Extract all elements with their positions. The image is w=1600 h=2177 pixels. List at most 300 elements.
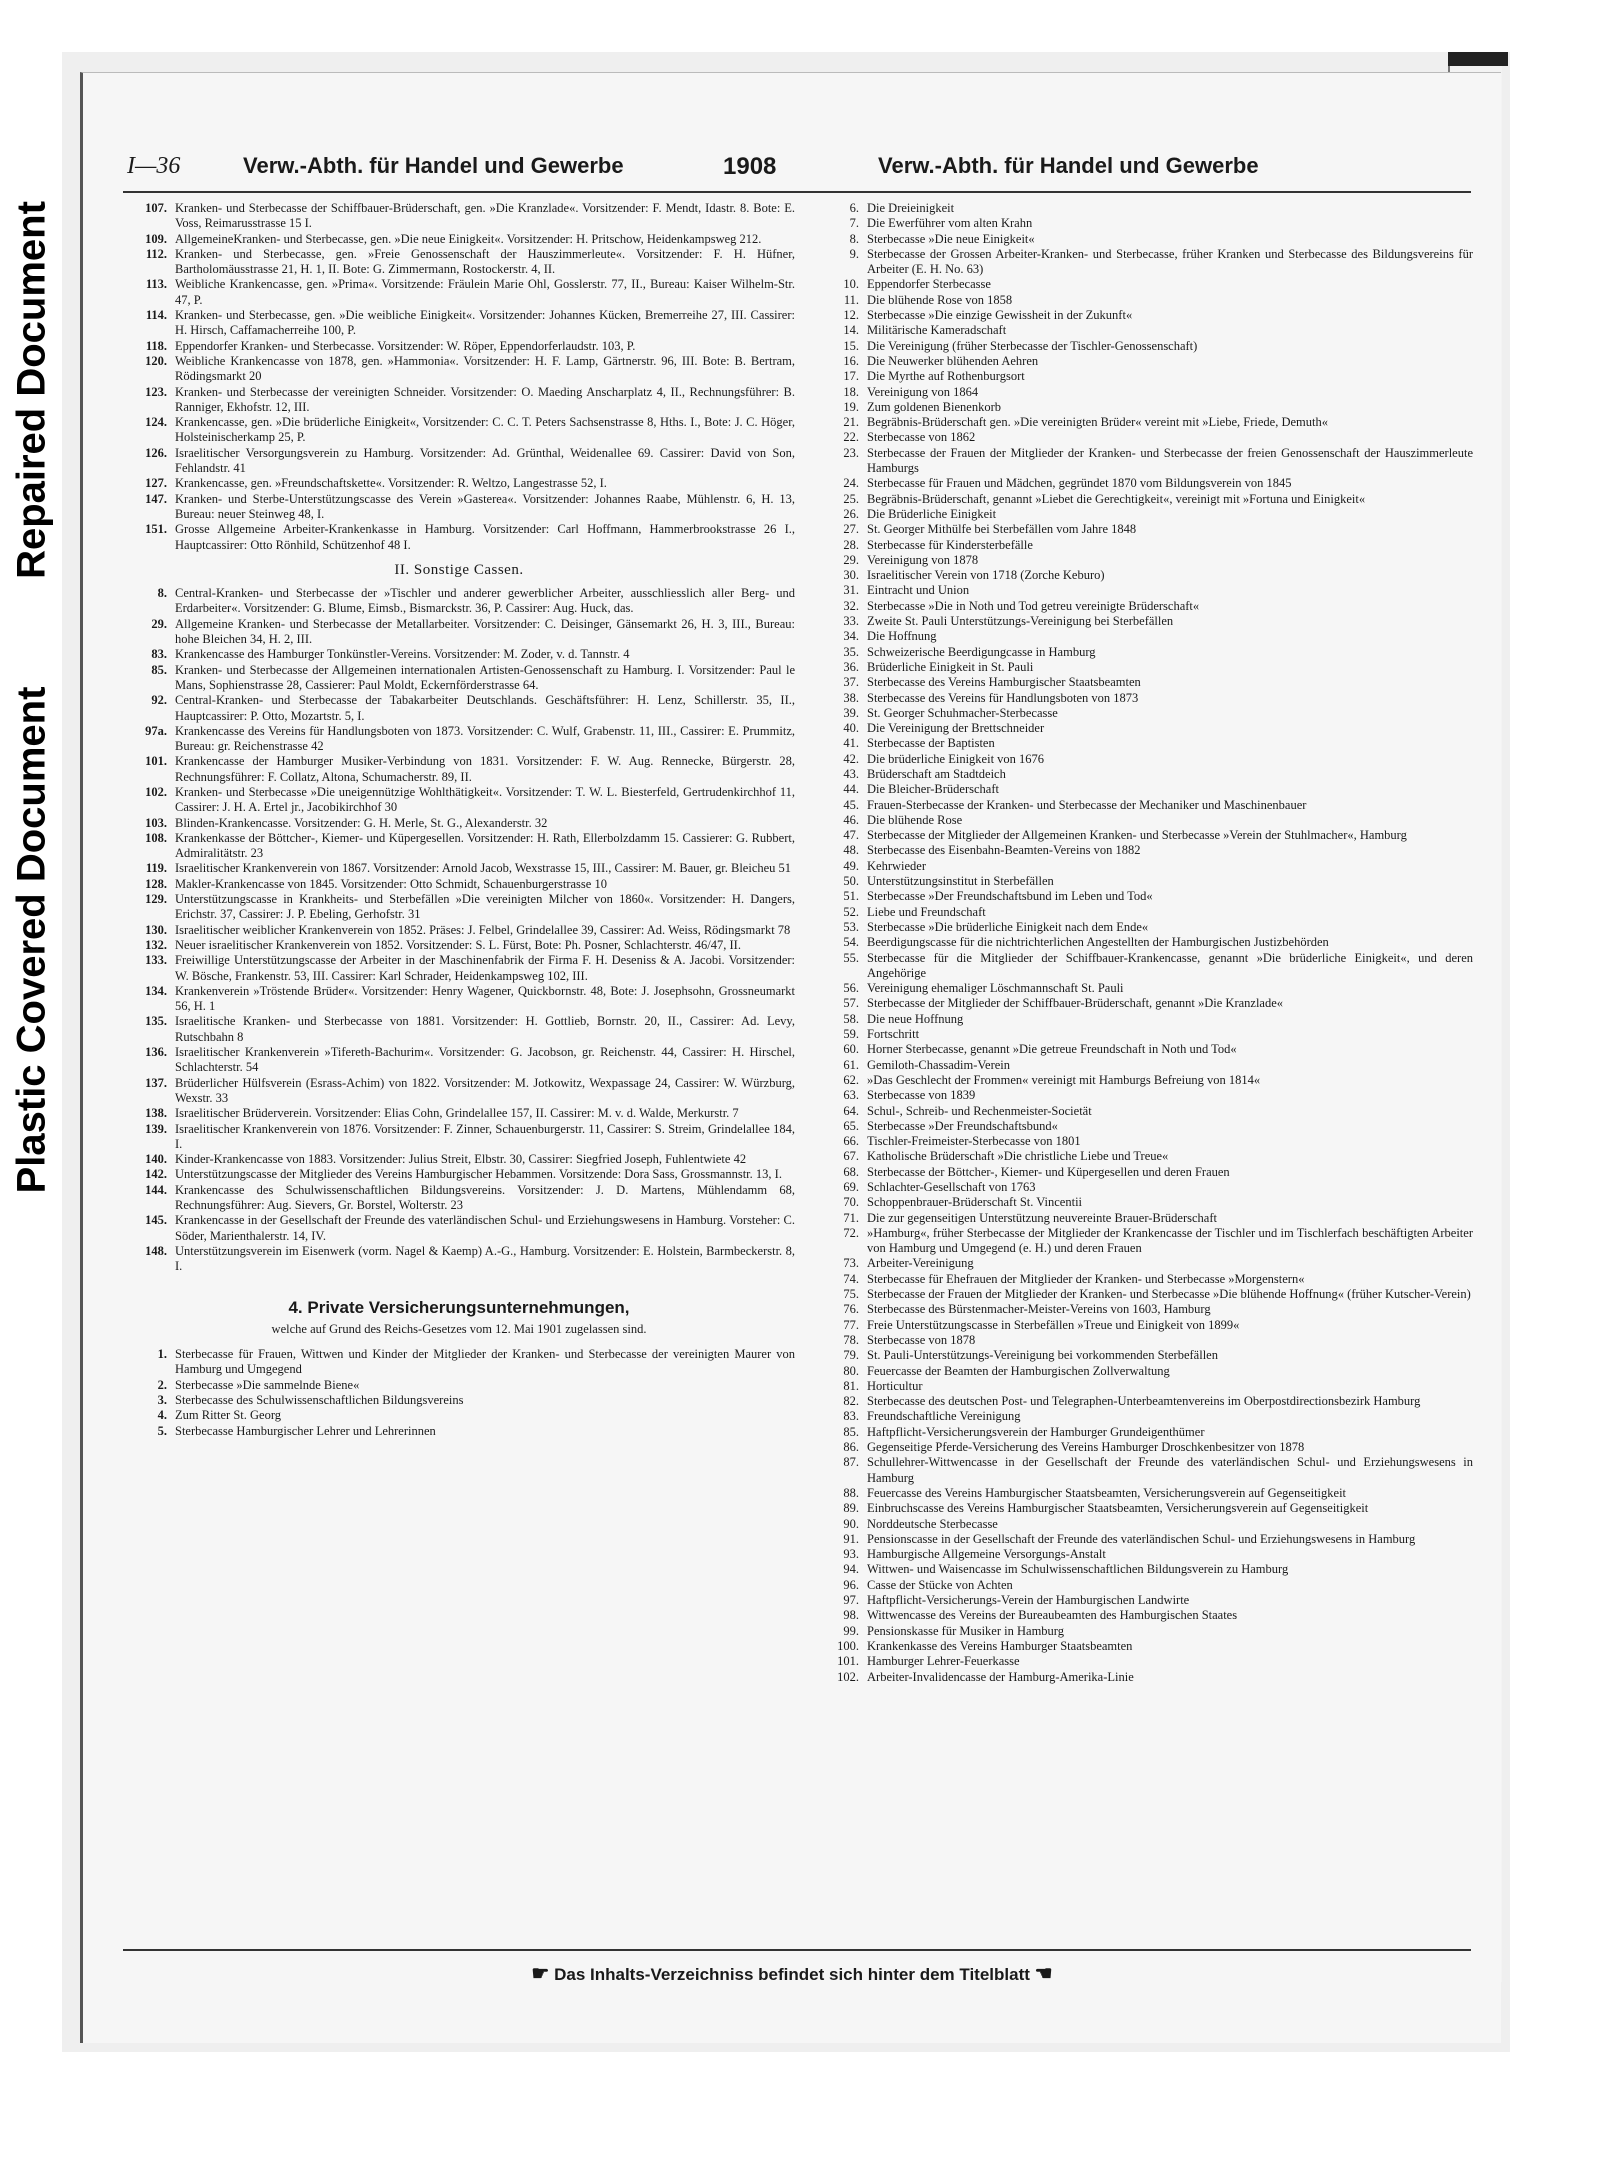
entry-text: St. Georger Schuhmacher-Sterbecasse [867,705,1058,720]
entry-text: Krankencasse, gen. »Freundschaftskette«. Vorsitzender: R. Weltzo, Langestrasse 52, I. [175,476,607,491]
entry-number: 33. [843,614,859,629]
entry-text: Gemiloth-Chassadim-Verein [867,1057,1011,1072]
entry-text: Wittwen- und Waisencasse im Schulwissenschaftlichen Bildungsverein zu Hamburg [867,1562,1289,1577]
entry-number: 130. [145,922,167,937]
entry-number: 120. [145,353,167,368]
entry-number: 85. [843,1424,859,1439]
entry-number: 72. [843,1225,859,1240]
entry-text: Beerdigungscasse für die nichtrichterlichen Angestellten der Hamburgischen Justizbehörden [867,935,1329,950]
entry-text: Begräbnis-Brüderschaft gen. »Die vereinigten Brüder« vereint mit »Liebe, Friede, Demuth« [867,415,1328,430]
entry-number: 35. [843,644,859,659]
entry-number: 133. [145,953,167,968]
list-item [823,354,1473,369]
list-item [123,1076,795,1107]
list-item [823,859,1473,874]
entry-text: Sterbecasse von 1839 [867,1088,976,1103]
footer-note [83,1961,1501,1986]
list-item [123,476,795,491]
list-item [123,923,795,938]
entry-number: 8. [849,231,859,246]
entry-number: 92. [151,693,167,708]
entry-text: Krankencasse in der Gesellschaft der Freunde des vaterländischen Schul- und Erziehungswesens in Hamburg. Vorsteher: C. Söder, Marienthalerstr. 14, IV. [175,1213,795,1243]
entry-text: Sterbecasse der Böttcher-, Kiemer- und Küpergesellen und deren Frauen [867,1164,1230,1179]
entry-text: Sterbecasse des Bürstenmacher-Meister-Vereins von 1603, Hamburg [867,1302,1211,1317]
list-item [823,1517,1473,1532]
list-item [123,1152,795,1167]
entry-text: Israelitischer Krankenverein »Tifereth-Bachurim«. Vorsitzender: G. Jacobson, gr. Reichenstr. 44, Cassirer: H. Hirschel, Schlachterstr. 54 [175,1045,795,1075]
list-item [823,614,1473,629]
list-item [123,693,795,724]
entry-text: Sterbecasse der Mitglieder der Schiffbauer-Brüderschaft, genannt »Die Kranzlade« [867,996,1284,1011]
list-item [123,492,795,523]
entry-text: Sterbecasse der Frauen der Mitglieder der Kranken- und Sterbecasse »Die blühende Hoffnung« (früher Kutscher-Verein) [867,1287,1471,1302]
entry-text: Sterbecasse für Frauen, Wittwen und Kinder der Mitglieder der Kranken- und Sterbecasse der vereinigten Maurer von Hamburg und Umgegend [175,1347,795,1377]
entry-number: 1. [157,1347,167,1362]
entry-text: Sterbecasse Hamburgischer Lehrer und Lehrerinnen [175,1423,436,1438]
list-item [123,1122,795,1153]
entry-number: 8. [157,586,167,601]
entry-number: 21. [843,415,859,430]
list-item [823,232,1473,247]
entry-number: 30. [843,568,859,583]
entry-text: Sterbecasse für Frauen und Mädchen, gegründet 1870 vom Bildungsverein von 1845 [867,476,1292,491]
entry-number: 88. [843,1485,859,1500]
entry-number: 26. [843,506,859,521]
right-entries [823,201,1473,1685]
entry-text: Vereinigung ehemaliger Löschmannschaft St. Pauli [867,981,1124,996]
entry-number: 97. [843,1593,859,1608]
entry-text: Sterbecasse für Ehefrauen der Mitglieder der Kranken- und Sterbecasse »Morgenstern« [867,1271,1305,1286]
list-item [823,415,1473,430]
list-item [123,1014,795,1045]
list-item [823,1012,1473,1027]
entry-text: Die Hoffnung [867,629,937,644]
list-item [123,861,795,876]
entry-number: 142. [145,1167,167,1182]
entry-text: Horner Sterbecasse, genannt »Die getreue Freundschaft in Noth und Tod« [867,1042,1237,1057]
entry-text: Zweite St. Pauli Unterstützungs-Vereinigung bei Sterbefällen [867,614,1174,629]
entry-number: 126. [145,445,167,460]
left-column [123,201,795,1439]
list-item [823,1256,1473,1271]
entry-number: 40. [843,721,859,736]
list-item [123,1424,795,1439]
entry-number: 62. [843,1072,859,1087]
entry-text: Kranken- und Sterbecasse der Allgemeinen internationalen Artisten-Genossenschaft zu Hamburg. I. Vorsitzender: Paul le Mans, Sophienstrasse 28, Cassierer: Paul Moldt, Eckernförderstrasse 64. [175,662,795,692]
list-item [123,522,795,553]
list-item [823,675,1473,690]
entry-number: 99. [843,1623,859,1638]
entry-number: 123. [145,384,167,399]
entry-text: Die Vereinigung (früher Sterbecasse der Tischler-Genossenschaft) [867,338,1198,353]
entry-text: Die blühende Rose von 1858 [867,292,1013,307]
header-right-title: Verw.-Abth. für Handel und Gewerbe [878,153,1259,178]
entry-text: Hamburgische Allgemeine Versorgungs-Anstalt [867,1547,1106,1562]
footer-rule [123,1949,1471,1951]
entry-number: 102. [837,1669,859,1684]
list-item [823,277,1473,292]
entry-number: 147. [145,491,167,506]
entry-text: Sterbecasse »Der Freundschaftsbund« [867,1118,1058,1133]
entry-text: Die neue Hoffnung [867,1011,964,1026]
entry-text: Krankencasse der Hamburger Musiker-Verbindung von 1831. Vorsitzender: F. W. Aug. Rennecke, Bürgerstr. 28, Rechnungsführer: F. Collatz, Altona, Schumacherstr. 89, II. [175,754,795,784]
list-item [823,507,1473,522]
list-item [123,816,795,831]
entry-text: Frauen-Sterbecasse der Kranken- und Sterbecasse der Mechaniker und Maschinenbauer [867,797,1307,812]
list-item [823,1578,1473,1593]
entry-text: Krankencasse des Vereins für Handlungsboten von 1873. Vorsitzender: C. Wulf, Grabenstr. 11, III., Cassirer: E. Prummitz, Bureau: gr. Reichenstrasse 42 [175,723,795,754]
entry-number: 41. [843,736,859,751]
list-item [123,1167,795,1182]
list-item [123,754,795,785]
document-page [80,72,1501,2043]
list-item [823,782,1473,797]
list-item [823,538,1473,553]
list-item [823,1608,1473,1623]
list-item [823,752,1473,767]
entry-text: Sterbecasse des Schulwissenschaftlichen Bildungsvereins [175,1392,464,1407]
entry-number: 93. [843,1547,859,1562]
entry-number: 101. [145,754,167,769]
entry-text: Krankencasse des Schulwissenschaftlichen Bildungsvereins. Vorsitzender: J. D. Martens, Mühlendamm 68, Rechnungsführer: Aug. Sievers, Gr. Borstel, Wolterstr. 23 [175,1182,795,1212]
entry-text: Pensionscasse in der Gesellschaft der Freunde des vaterländischen Schul- und Erziehungswesens in Hamburg [867,1531,1416,1546]
entry-number: 76. [843,1302,859,1317]
list-item [823,1119,1473,1134]
entry-number: 129. [145,892,167,907]
entry-number: 2. [157,1377,167,1392]
entry-text: Horticultur [867,1378,923,1393]
list-item [823,920,1473,935]
list-item [823,1104,1473,1119]
entry-number: 101. [837,1654,859,1669]
entry-text: Allgemeine Kranken- und Sterbecasse der Metallarbeiter. Vorsitzender: C. Deisinger, Gänsemarkt 26, H. 3, III., Bureau: hohe Bleichen 34, H. 2, III. [175,616,795,647]
list-item [123,586,795,617]
entry-number: 137. [145,1075,167,1090]
list-item [823,1226,1473,1257]
list-item [123,785,795,816]
entry-text: Vereinigung von 1878 [867,552,979,567]
entry-number: 75. [843,1287,859,1302]
entry-text: Central-Kranken- und Sterbecasse der Tabakarbeiter Deutschlands. Geschäftsführer: H. Lenz, Schillerstr. 35, II., Hauptcassirer: P. Otto, Mozartstr. 5, I. [175,693,795,723]
entry-number: 17. [843,369,859,384]
entry-text: Freiwillige Unterstützungscasse der Arbeiter in der Maschinenfabrik der Firma F. H. Deseniss & A. Jacobi. Vorsitzender: W. Bösche, Frankenstr. 53, III. Cassirer: Karl Schrader, Heidenkampsweg 102, III. [175,953,795,983]
entry-number: 83. [843,1409,859,1424]
entry-number: 25. [843,491,859,506]
entry-text: Hamburger Lehrer-Feuerkasse [867,1654,1020,1669]
entry-text: Pensionskasse für Musiker in Hamburg [867,1623,1064,1638]
list-item [823,996,1473,1011]
entry-number: 49. [843,858,859,873]
entry-text: Die Dreieinigkeit [867,201,955,215]
left-entries [123,201,795,553]
entry-text: Kranken- und Sterbecasse, gen. »Freie Genossenschaft der Hauszimmerleute«. Vorsitzender: F. H. Hüfner, Bartholomäusstrasse 21, H. 1, II. Bote: G. Zimmermann, Rostockerstr. 4, II. [175,246,795,277]
entry-number: 145. [145,1213,167,1228]
list-item [823,1624,1473,1639]
entry-text: Israelitischer Versorgungsverein zu Hamburg. Vorsitzender: Ad. Grünthal, Weidenallee 69. Cassirer: David von Son, Fehlandstr. 41 [175,445,795,476]
list-item [823,216,1473,231]
list-item [823,1532,1473,1547]
list-item [823,583,1473,598]
entry-text: Brüderschaft am Stadtdeich [867,766,1006,781]
entry-number: 56. [843,981,859,996]
list-item [823,1501,1473,1516]
entry-number: 68. [843,1164,859,1179]
list-item [823,369,1473,384]
page-header [83,153,1501,193]
list-item [823,446,1473,477]
list-item [123,724,795,755]
list-item [823,1455,1473,1486]
list-item [823,1654,1473,1669]
entry-text: Die Ewerführer vom alten Krahn [867,216,1033,231]
entry-number: 4. [157,1408,167,1423]
list-item [823,599,1473,614]
entry-text: Sterbecasse für die Mitglieder der Schiffbauer-Krankencasse, genannt »Die brüderliche Einigkeit«, und deren Angehörige [867,950,1473,980]
entry-text: Central-Kranken- und Sterbecasse der »Tischler und anderer gewerblicher Arbeiter, ausschliesslich aller Berg- und Erdarbeiter«. Vorsitzender: G. Blume, Eimsb., Bismarckstr. 36, P. Cassirer: Aug. Huck, das. [175,586,795,616]
entry-number: 102. [145,784,167,799]
entry-number: 27. [843,522,859,537]
entry-text: Gegenseitige Pferde-Versicherung des Vereins Hamburger Droschkenbesitzer von 1878 [867,1440,1305,1455]
list-item [823,645,1473,660]
entry-text: Kranken- und Sterbecasse »Die uneigennützige Wohlthätigkeit«. Vorsitzender: T. W. L. Biesterfeld, Gertrudenkirchhof 11, Cassirer: J. H. A. Ertel jr., Jacobikirchhof 30 [175,784,795,815]
list-item [823,767,1473,782]
entry-number: 34. [843,629,859,644]
repaired-document-label: Repaired Document [9,201,54,579]
entry-number: 16. [843,353,859,368]
entry-text: Israelitische Kranken- und Sterbecasse von 1881. Vorsitzender: H. Gottlieb, Bornstr. 20, II., Cassirer: Ad. Levy, Rutschbahn 8 [175,1014,795,1044]
entry-text: Eintracht und Union [867,583,970,598]
entry-number: 71. [843,1210,859,1225]
list-item [823,1073,1473,1088]
entry-text: Krankenverein »Tröstende Brüder«. Vorsitzender: Henry Wagener, Quickbornstr. 48, Bote: J. Josephsohn, Grossneumarkt 56, H. 1 [175,983,795,1014]
entry-number: 86. [843,1440,859,1455]
entry-text: Freie Unterstützungscasse in Sterbefällen »Treue und Einigkeit von 1899« [867,1317,1240,1332]
list-item [823,553,1473,568]
entry-text: Brüderlicher Hülfsverein (Esrass-Achim) von 1822. Vorsitzender: M. Jotkowitz, Wexpassage 24, Cassirer: W. Würzburg, Wexstr. 33 [175,1075,795,1105]
list-item [823,935,1473,950]
list-item [123,984,795,1015]
list-item [823,1318,1473,1333]
entry-text: Arbeiter-Vereinigung [867,1256,974,1271]
list-item [823,323,1473,338]
entry-text: Schul-, Schreib- und Rechenmeister-Societät [867,1103,1092,1118]
entry-number: 108. [145,830,167,845]
list-item [823,476,1473,491]
entry-text: Weibliche Krankencasse von 1878, gen. »Hammonia«. Vorsitzender: H. F. Lamp, Gärtnerstr. 96, III. Bote: B. Bertram, Rödingsmarkt 20 [175,353,795,384]
entry-text: Die Neuwerker blühenden Aehren [867,353,1039,368]
list-item [123,1347,795,1378]
entry-text: Schlachter-Gesellschaft von 1763 [867,1180,1036,1194]
entry-text: Schweizerische Beerdigungcasse in Hamburg [867,644,1096,659]
entry-text: Blinden-Krankencasse. Vorsitzender: G. H. Merle, St. G., Alexanderstr. 32 [175,815,548,830]
entry-number: 113. [145,277,167,292]
list-item [123,877,795,892]
entry-number: 31. [843,583,859,598]
entry-text: Unterstützungscasse in Krankheits- und Sterbefällen »Die vereinigten Milcher von 1860«. Vorsitzender: H. Dangers, Erichstr. 37, Cassirer: J. P. Ebeling, Gerhofstr. 31 [175,892,795,922]
entry-text: Arbeiter-Invalidencasse der Hamburg-Amerika-Linie [867,1669,1134,1684]
list-item [123,201,795,232]
entry-number: 15. [843,338,859,353]
list-item [123,446,795,477]
entry-text: Die brüderliche Einigkeit von 1676 [867,751,1045,766]
list-item [823,1409,1473,1424]
entry-number: 138. [145,1106,167,1121]
entry-text: Haftpflicht-Versicherungs-Verein der Hamburgischen Landwirte [867,1593,1190,1608]
list-item [823,1547,1473,1562]
list-item [123,647,795,662]
entry-number: 63. [843,1088,859,1103]
list-item [823,201,1473,216]
entry-number: 74. [843,1271,859,1286]
list-item [823,660,1473,675]
entry-text: Schullehrer-Wittwencasse in der Gesellschaft der Freunde des vaterländischen Schul- und Erziehungswesens in Hamburg [867,1455,1473,1485]
entry-number: 47. [843,828,859,843]
list-item [823,1348,1473,1363]
header-rule [123,191,1471,193]
entry-text: Schoppenbrauer-Brüderschaft St. Vincentii [867,1195,1083,1210]
footer-text: Das Inhalts-Verzeichniss befindet sich hinter dem Titelblatt [554,1965,1030,1984]
entry-text: Neuer israelitischer Krankenverein von 1852. Vorsitzender: S. L. Fürst, Bote: Ph. Posner, Schlachterstr. 46/47, II. [175,937,741,952]
entry-number: 124. [145,415,167,430]
list-item [823,1670,1473,1685]
list-item [823,1149,1473,1164]
list-item [123,415,795,446]
list-item [823,339,1473,354]
list-item [823,721,1473,736]
entry-number: 97a. [145,723,167,738]
entry-number: 78. [843,1332,859,1347]
entry-number: 89. [843,1501,859,1516]
list-item [123,1183,795,1214]
entry-text: Zum Ritter St. Georg [175,1408,282,1423]
entry-text: »Hamburg«, früher Sterbecasse der Mitglieder der Krankencasse der Tischler und im Tischlerfach beschäftigten Arbeiter von Hamburg und Umgegend (e. H.) und deren Frauen [867,1225,1473,1256]
entry-number: 10. [843,277,859,292]
entry-number: 109. [145,231,167,246]
section-4-title: 4. Private Versicherungsunternehmungen, [288,1298,630,1318]
entry-number: 11. [843,292,859,307]
entry-text: Unterstützungsinstitut in Sterbefällen [867,874,1054,889]
entry-number: 85. [151,662,167,677]
list-item [823,1425,1473,1440]
entry-number: 12. [843,308,859,323]
entry-number: 81. [843,1378,859,1393]
list-item [123,277,795,308]
entry-number: 127. [145,476,167,491]
entry-text: Eppendorfer Sterbecasse [867,277,991,292]
list-item [823,1639,1473,1654]
entry-number: 66. [843,1134,859,1149]
entry-number: 91. [843,1531,859,1546]
list-item [823,1440,1473,1455]
entry-number: 38. [843,690,859,705]
entry-number: 119. [145,861,167,876]
entry-text: Sterbecasse »Die einzige Gewissheit in der Zukunft« [867,308,1133,323]
list-item [823,1302,1473,1317]
entry-text: Fortschritt [867,1027,920,1042]
list-item [823,430,1473,445]
list-item [823,1180,1473,1195]
list-item [123,938,795,953]
entry-number: 54. [843,935,859,950]
entry-number: 50. [843,874,859,889]
entry-text: Grosse Allgemeine Arbeiter-Krankenkasse in Hamburg. Vorsitzender: Carl Hoffmann, Hammerbrookstrasse 26 I., Hauptcassirer: Otto Rönhild, Schützenhof 48 I. [175,522,795,552]
plastic-covered-label: Plastic Covered Document [9,686,54,1194]
list-item [123,892,795,923]
list-item [823,889,1473,904]
entry-text: »Das Geschlecht der Frommen« vereinigt mit Hamburgs Befreiung von 1814« [867,1072,1261,1087]
entry-text: Krankencasse des Hamburger Tonkünstler-Vereins. Vorsitzender: M. Zoder, v. d. Tannstr. 4 [175,647,630,662]
entry-number: 69. [843,1180,859,1194]
entry-number: 70. [843,1195,859,1210]
list-item [823,1195,1473,1210]
entry-text: Sterbecasse der Mitglieder der Allgemeinen Kranken- und Sterbecasse »Verein der Stuhlmacher«, Hamburg [867,828,1407,843]
entry-number: 39. [843,705,859,720]
entry-number: 57. [843,996,859,1011]
entry-number: 52. [843,904,859,919]
page-corner-bar [1448,52,1508,66]
list-item [823,492,1473,507]
list-item [823,1593,1473,1608]
entry-text: AllgemeineKranken- und Sterbecasse, gen. »Die neue Einigkeit«. Vorsitzender: H. Pritschow, Heidenkampsweg 212. [175,231,762,246]
pointing-hand-right-icon: ☛ [531,1963,550,1985]
entry-text: Sterbecasse »Die neue Einigkeit« [867,231,1035,246]
entry-number: 28. [843,537,859,552]
header-left-title: Verw.-Abth. für Handel und Gewerbe [243,153,624,178]
list-item [123,232,795,247]
entry-number: 151. [145,522,167,537]
list-item [123,617,795,648]
list-item [823,293,1473,308]
entry-number: 45. [843,797,859,812]
entry-text: Militärische Kameradschaft [867,323,1007,338]
list-item [123,1244,795,1275]
list-item [823,1486,1473,1501]
entry-text: Israelitischer Brüderverein. Vorsitzender: Elias Cohn, Grindelallee 157, II. Cassirer: M. v. d. Walde, Merkurstr. 7 [175,1106,739,1121]
entry-number: 144. [145,1182,167,1197]
entry-number: 87. [843,1455,859,1470]
entry-number: 134. [145,983,167,998]
entry-text: Israelitischer Verein von 1718 (Zorche Keburo) [867,568,1105,583]
list-item [823,1027,1473,1042]
entry-text: Begräbnis-Brüderschaft, genannt »Liebet die Gerechtigkeit«, vereinigt mit »Fortuna und Einigkeit« [867,491,1366,506]
list-item [123,354,795,385]
entry-number: 135. [145,1014,167,1029]
entry-text: Sterbecasse des Vereins Hamburgischer Staatsbeamten [867,675,1141,690]
entry-text: Sterbecasse für Kindersterbefälle [867,537,1033,552]
list-item [123,308,795,339]
entry-number: 29. [151,616,167,631]
entry-text: Sterbecasse »Die brüderliche Einigkeit nach dem Ende« [867,919,1149,934]
entry-text: Sterbecasse von 1862 [867,430,976,445]
entry-number: 77. [843,1317,859,1332]
entry-number: 128. [145,876,167,891]
list-item [123,1378,795,1393]
list-item [823,1379,1473,1394]
entry-number: 58. [843,1011,859,1026]
entry-number: 14. [843,323,859,338]
list-item [823,247,1473,278]
entry-text: Die Vereinigung der Brettschneider [867,721,1045,736]
entry-text: Sterbecasse der Frauen der Mitglieder der Kranken- und Sterbecasse der freien Genossenschaft der Hauszimmerleute Hamburgs [867,445,1473,476]
list-item [823,1394,1473,1409]
entry-number: 48. [843,843,859,858]
entry-number: 90. [843,1516,859,1531]
entry-text: Liebe und Freundschaft [867,904,986,919]
entry-text: Feuercasse der Beamten der Hamburgischen Zollverwaltung [867,1363,1170,1378]
right-column [823,201,1473,1685]
entry-number: 53. [843,919,859,934]
list-item [823,981,1473,996]
